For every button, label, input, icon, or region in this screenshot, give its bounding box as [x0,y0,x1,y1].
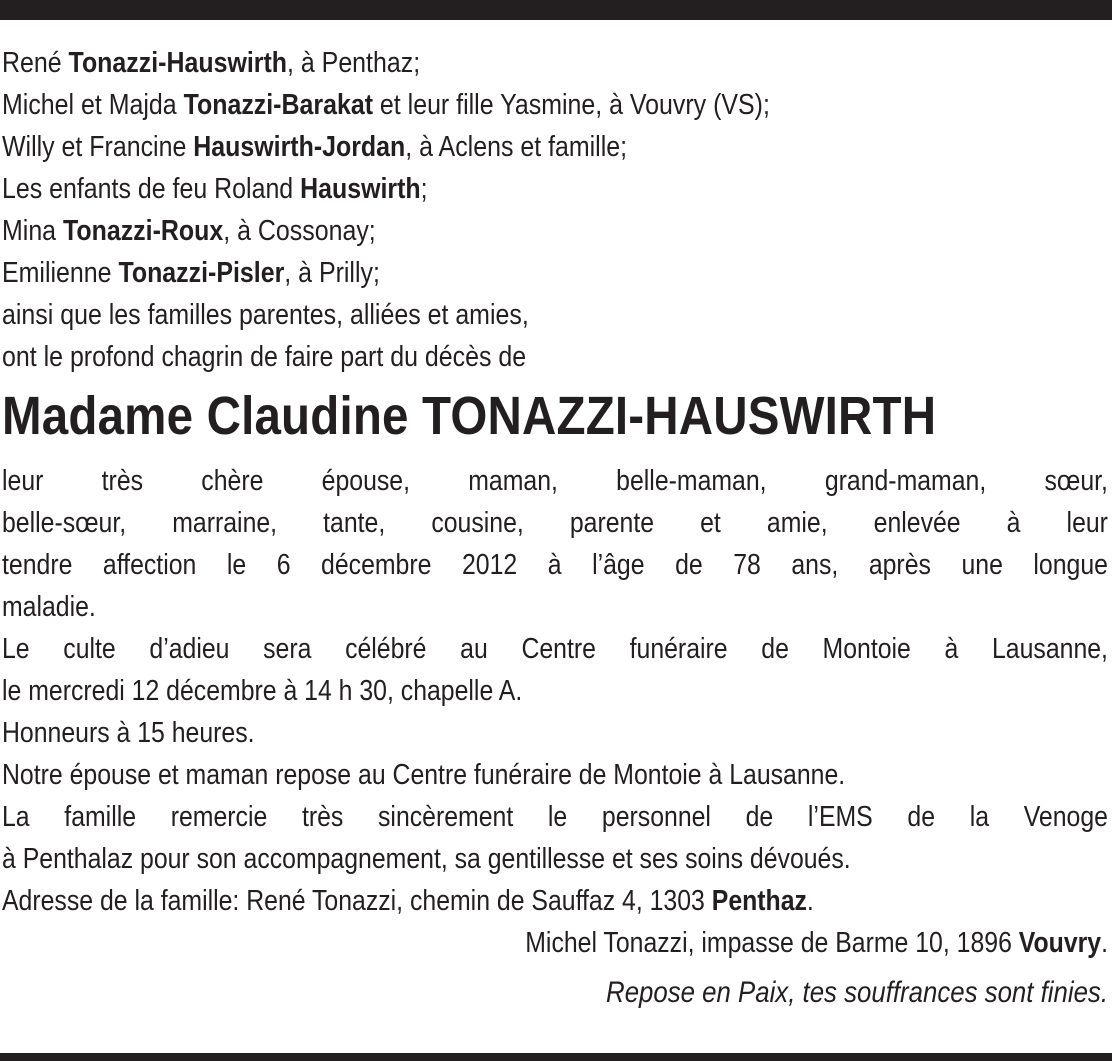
top-rule [0,0,1112,20]
thanks-line: à Penthalaz pour son accompagnement, sa gentillesse et ses soins dévoués. [2,843,851,875]
family-address: Michel Tonazzi, impasse de Barme 10, 1896 Vouvry. [525,927,1108,959]
bottom-rule [0,1053,1112,1061]
body-line: tendre affection le 6 décembre 2012 à l’âge de 78 ans, après une longue [2,549,1108,581]
rests-line: Notre épouse et maman repose au Centre funéraire de Montoie à Lausanne. [2,759,846,791]
notice-body [2,460,1108,964]
body-line: leur très chère épouse, maman, belle-maman, grand-maman, sœur, [2,465,1108,497]
notice-content [2,42,1108,1014]
family-line: Mina Tonazzi-Roux, à Cossonay; [2,215,376,247]
family-line: René Tonazzi-Hauswirth, à Penthaz; [2,47,421,79]
family-address: Adresse de la famille: René Tonazzi, chemin de Sauffaz 4, 1303 Penthaz. [2,885,814,917]
body-line: maladie. [2,591,96,623]
family-line: Les enfants de feu Roland Hauswirth; [2,173,428,205]
honours-line: Honneurs à 15 heures. [2,717,255,749]
family-line: Michel et Majda Tonazzi-Barakat et leur fille Yasmine, à Vouvry (VS); [2,89,770,121]
family-line: Emilienne Tonazzi-Pisler, à Prilly; [2,257,380,289]
family-list [2,42,1108,378]
family-line: ont le profond chagrin de faire part du décès de [2,341,527,373]
body-line: belle-sœur, marraine, tante, cousine, parente et amie, enlevée à leur [2,507,1108,539]
family-line: ainsi que les familles parentes, alliées et amies, [2,299,529,331]
ceremony-line: Le culte d’adieu sera célébré au Centre funéraire de Montoie à Lausanne, [2,633,1108,665]
thanks-line: La famille remercie très sincèrement le personnel de l’EMS de la Venoge [2,801,1108,833]
ceremony-line: le mercredi 12 décembre à 14 h 30, chapelle A. [2,675,523,707]
deceased-name: Madame Claudine TONAZZI-HAUSWIRTH [2,386,937,446]
closing-line: Repose en Paix, tes souffrances sont finies. [606,976,1108,1009]
family-line: Willy et Francine Hauswirth-Jordan, à Aclens et famille; [2,131,628,163]
